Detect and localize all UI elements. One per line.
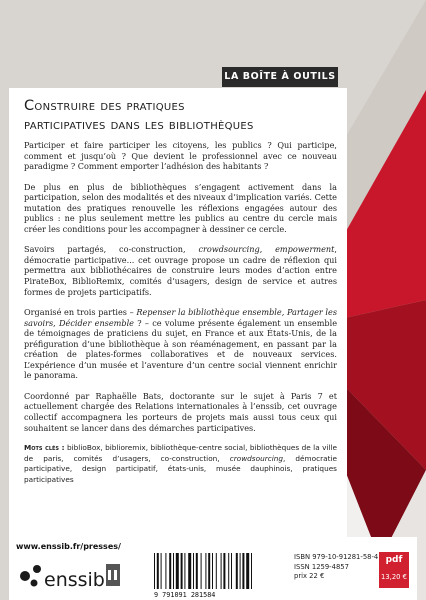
pdf-label: pdf [385,555,403,565]
title-line-2: participatives dans les bibliothèques [24,117,254,133]
back-cover-text [24,140,337,485]
intro-paragraph: Participer et faire participer les citoyens, les publics ? Qui participe, comment et jusqu’où ? Que devient le professionnel avec ce nouveau paradigme ? Comment emporter l’adhésion des habitants ? [24,140,337,172]
logo-text: enssib [44,569,105,591]
topics-paragraph: Savoirs partagés, co-construction, crowdsourcing, empowerment, démocratie participative... cet ouvrage propose un cadre de réflexion qui permettra aux bibliothécaires de construire leurs modes d’action entre PirateBox, BiblioRemix, comités d’usagers, design de service et autres formes de projets participatifs. [24,244,337,297]
enssib-logo [16,556,126,596]
context-paragraph: De plus en plus de bibliothèques s’engagent activement dans la participation, selon des modalités et des niveaux d’implication variés. Cette mutation des pratiques renouvelle les réflexions engagées autour des publics : ne plus seulement mettre les publics au centre du cercle mais créer les conditions pour les accompagner à dessiner ce cercle. [24,181,337,234]
pdf-badge [379,552,409,588]
keywords-label: Mots clés : [24,443,65,453]
publisher-website[interactable]: www.enssib.fr/presses/ [16,542,121,551]
coordinator-paragraph: Coordonné par Raphaëlle Bats, doctorante sur le sujet à Paris 7 et actuellement chargée des Relations internationales à l’enssib, cet ouvrage collectif accompagnera les porteurs de projets mais aussi tous ceux qui souhaitent se lancer dans des démarches participatives. [24,390,337,433]
issn: ISSN 1259-4857 [294,562,349,571]
keywords: Mots clés : biblioBox, biblioremix, bibliothèque-centre social, bibliothèques de la ville de paris, comités d’usagers, co-construction, crowdsourcing, démocratie participative, design participatif, états-unis, musée dauphinois, pratiques participatives [24,443,337,484]
barcode [152,551,282,599]
title-line-1: Construire des pratiques [24,98,185,114]
pdf-price: 13,20 € [381,573,407,581]
barcode-digits: 9 791091 281584 [154,591,216,599]
publication-info [294,553,378,582]
isbn: ISBN 979-10-91281-58-4 [294,553,379,561]
series-tag: LA BOÎTE À OUTILS [222,67,338,87]
structure-paragraph: Organisé en trois parties – Repenser la bibliothèque ensemble, Partager les savoirs, Décider ensemble ? – ce volume présente également un ensemble de témoignages de praticiens du sujet, en France et aux États-Unis, de la préfiguration d’une bibliothèque à son réaménagement, en passant par la création de plates-formes collaboratives et de nouveaux services. L’expérience d’un musée et l’aventure d’un centre social viennent enrichir le panorama. [24,307,338,381]
price: prix 22 € [294,572,325,581]
book-title [24,97,336,135]
